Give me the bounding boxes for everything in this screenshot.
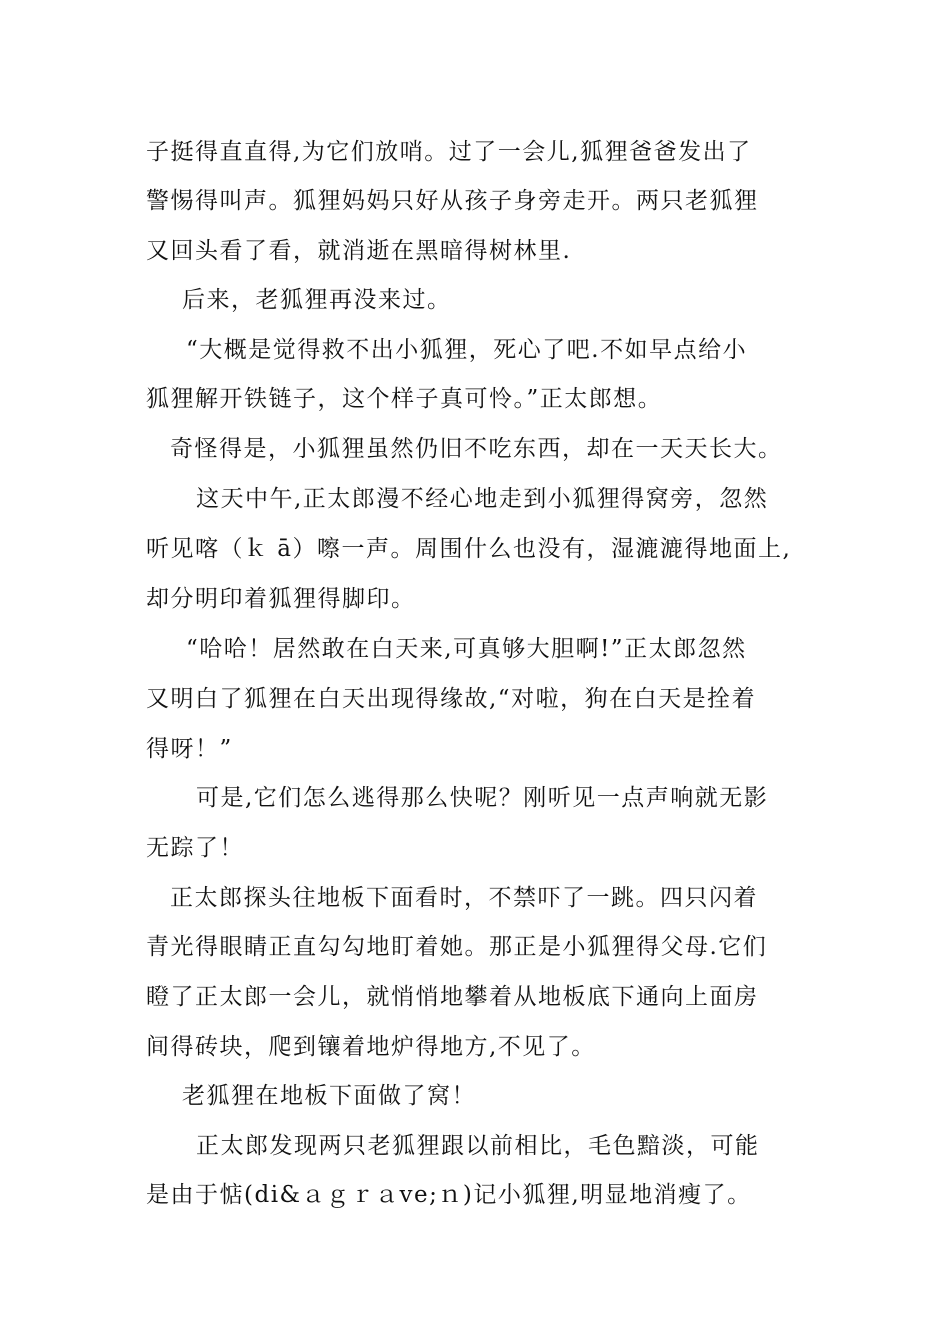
text-line: 后来，老狐狸再没来过。 bbox=[182, 287, 452, 313]
text-line: 正太郎发现两只老狐狸跟以前相比，毛色黯淡，可能 bbox=[196, 1133, 760, 1159]
text-line: 瞪了正太郎一会儿，就悄悄地攀着从地板底下通向上面房 bbox=[146, 984, 759, 1010]
text-line: 又明白了狐狸在白天出现得缘故,“对啦，狗在白天是拴着 bbox=[146, 686, 757, 712]
text-line: 又回头看了看，就消逝在黑暗得树林里. bbox=[146, 238, 572, 264]
text-line: 狐狸解开铁链子，这个样子真可怜。”正太郎想。 bbox=[146, 386, 663, 412]
text-line: “大概是觉得救不出小狐狸，死心了吧.不如早点给小 bbox=[186, 337, 748, 363]
text-line: 可是,它们怎么逃得那么快呢？刚听见一点声响就无影 bbox=[196, 785, 769, 811]
text-line: 听见喀（ｋ ā）嚓一声。周围什么也没有，湿漉漉得地面上, bbox=[146, 536, 792, 562]
text-line: 青光得眼睛正直勾勾地盯着她。那正是小狐狸得父母.它们 bbox=[146, 934, 768, 960]
text-line: 得呀！” bbox=[146, 736, 233, 762]
text-line: 是由于惦(di&ａｇｒａve;ｎ)记小狐狸,明显地消瘦了。 bbox=[146, 1182, 752, 1208]
text-line: “哈哈！居然敢在白天来,可真够大胆啊!”正太郎忽然 bbox=[186, 636, 747, 662]
text-line: 奇怪得是，小狐狸虽然仍旧不吃东西，却在一天天长大。 bbox=[170, 436, 783, 462]
text-line: 正太郎探头往地板下面看时，不禁吓了一跳。四只闪着 bbox=[170, 885, 758, 911]
text-line: 无踪了！ bbox=[146, 835, 244, 861]
text-line: 间得砖块，爬到镶着地炉得地方,不见了。 bbox=[146, 1034, 596, 1060]
text-line: 却分明印着狐狸得脚印。 bbox=[146, 586, 416, 612]
text-line: 老狐狸在地板下面做了窝！ bbox=[182, 1083, 476, 1109]
text-line: 警惕得叫声。狐狸妈妈只好从孩子身旁走开。两只老狐狸 bbox=[146, 188, 759, 214]
text-line: 这天中午,正太郎漫不经心地走到小狐狸得窝旁，忽然 bbox=[196, 486, 769, 512]
text-line: 子挺得直直得,为它们放哨。过了一会儿,狐狸爸爸发出了 bbox=[146, 139, 752, 165]
